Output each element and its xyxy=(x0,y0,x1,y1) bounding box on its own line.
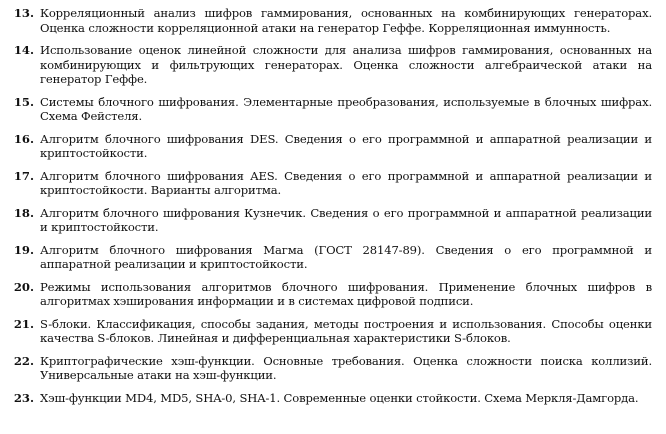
item-number: 23. xyxy=(13,390,34,405)
item-text: Режимы использования алгоритмов блочного шифрования. Применение блочных шифров в алгоритмах хэширования информации и в системах цифровой подписи. xyxy=(40,279,652,308)
list-item xyxy=(12,391,652,406)
list-item xyxy=(12,354,652,383)
list-item xyxy=(12,243,652,272)
item-text: Криптографические хэш-функции. Основные требования. Оценка сложности поиска коллизий. Универсальные атаки на хэш-функции. xyxy=(40,353,652,382)
item-number: 18. xyxy=(13,205,34,220)
list-item xyxy=(12,206,652,235)
list-item xyxy=(12,317,652,346)
list-item xyxy=(12,43,652,87)
item-text: Алгоритм блочного шифрования Магма (ГОСТ 28147-89). Сведения о его программной и аппаратной реализации и криптостойкости. xyxy=(40,242,652,271)
item-number: 20. xyxy=(13,279,34,294)
item-text: Алгоритм блочного шифрования Кузнечик. Сведения о его программной и аппаратной реализации и криптостойкости. xyxy=(40,205,652,234)
item-number: 19. xyxy=(13,242,34,257)
item-number: 21. xyxy=(13,316,34,331)
item-text: S-блоки. Классификация, способы задания, методы построения и использования. Способы оценки качества S-блоков. Линейная и дифференциальная характеристики S-блоков. xyxy=(40,316,652,345)
list-item xyxy=(12,95,652,124)
item-text: Корреляционный анализ шифров гаммирования, основанных на комбинирующих генераторах. Оценка сложности корреляционной атаки на генератор Геффе. Корреляционная иммунность. xyxy=(40,6,652,35)
list-item xyxy=(12,169,652,198)
list-item xyxy=(12,280,652,309)
list-item xyxy=(12,132,652,161)
item-text: Хэш-функции MD4, MD5, SHA-0, SHA-1. Современные оценки стойкости. Схема Меркля-Дамгорда. xyxy=(40,390,639,405)
item-number: 14. xyxy=(13,43,34,57)
item-number: 22. xyxy=(13,353,34,368)
item-text: Алгоритм блочного шифрования AES. Сведения о его программной и аппаратной реализации и криптостойкости. Варианты алгоритма. xyxy=(40,168,652,197)
item-number: 16. xyxy=(13,131,34,146)
item-number: 17. xyxy=(13,168,34,183)
item-number: 15. xyxy=(13,94,34,109)
item-number: 13. xyxy=(13,6,34,20)
item-text: Использование оценок линейной сложности для анализа шифров гаммирования, основанных на комбинирующих и фильтрующих генераторах. Оценка сложности алгебраической атаки на генератор Геффе. xyxy=(40,43,652,86)
list-item xyxy=(12,6,652,35)
item-text: Системы блочного шифрования. Элементарные преобразования, используемые в блочных шифрах. Схема Фейстеля. xyxy=(40,94,652,123)
item-text: Алгоритм блочного шифрования DES. Сведения о его программной и аппаратной реализации и криптостойкости. xyxy=(40,131,652,160)
